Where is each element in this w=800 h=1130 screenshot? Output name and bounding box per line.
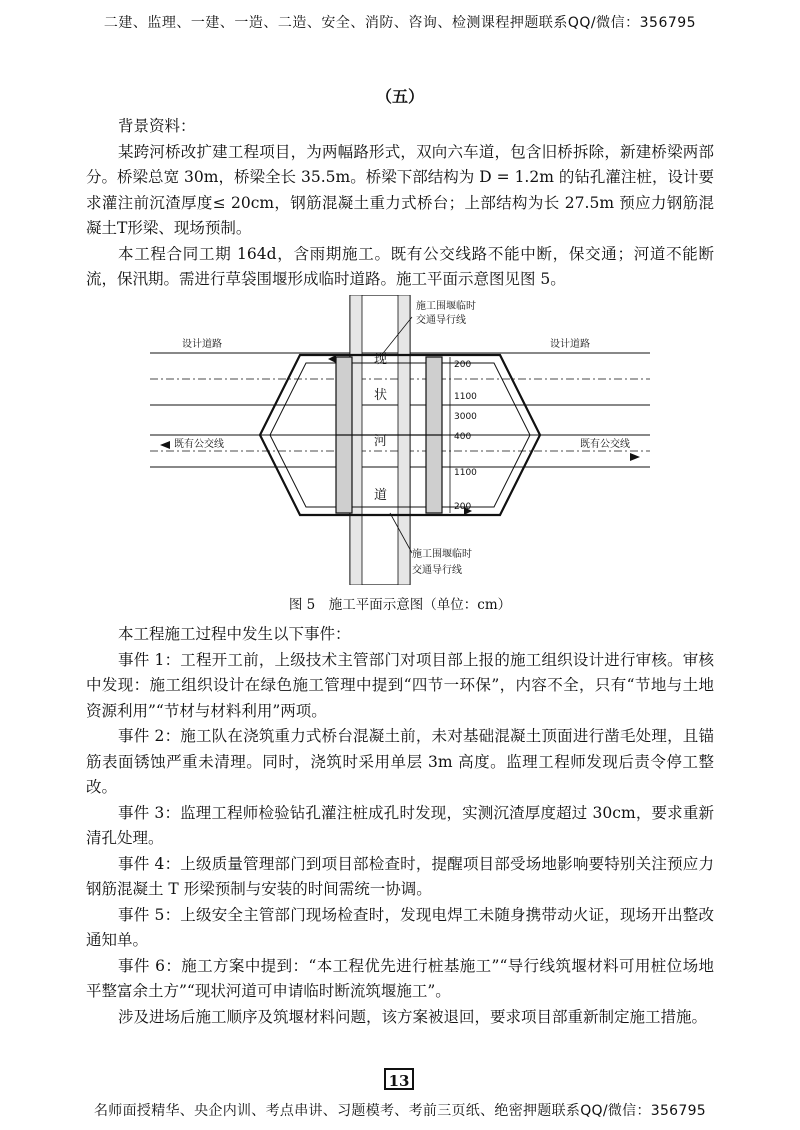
bottom-callout-line2: 交通导行线 [412,565,462,576]
river-bank-right [398,295,410,585]
event-3: 事件 3：监理工程师检验钻孔灌注桩成孔时发现，实测沉渣厚度超过 30cm，要求重新清孔处理。 [86,803,714,847]
events-intro: 本工程施工过程中发生以下事件： [118,625,351,643]
background-paragraph-2: 本工程合同工期 164d，含雨期施工。既有公交线路不能中断，保交通；河道不能断流，保汛期。需进行草袋围堰形成临时道路。施工平面示意图见图 5。 [86,244,714,288]
top-callout-line2: 交通导行线 [416,315,466,326]
background-paragraph-1: 某跨河桥改扩建工程项目，为两幅路形式，双向六车道，包含旧桥拆除，新建桥梁两部分。桥梁总宽 30m，桥梁全长 35.5m。桥梁下部结构为 D = 1.2m 的钻孔灌注桩，设计要求灌注前沉渣厚度≤ 20cm，钢筋混凝土重力式桥台；上部结构为长 27.5m 预应力钢筋混凝土T形梁、现场预制。 [86,142,714,237]
dim-1100-a: 1100 [454,392,477,402]
events-section [86,622,714,1030]
events-closing: 涉及进场后施工顺序及筑堰材料问题，该方案被退回，要求项目部重新制定施工措施。 [118,1007,708,1026]
bus-line-label-left: 既有公交线 [174,439,224,450]
arrow-top-left [328,355,336,363]
bus-line-label-right: 既有公交线 [580,439,630,450]
dim-bottom: 200 [454,502,472,512]
event-2: 事件 2：施工队在浇筑重力式桥台混凝土前，未对基础混凝土顶面进行凿毛处理，且锚筋表面锈蚀严重未清理。同时，浇筑时采用单层 3m 高度。监理工程师发现后责令停工整改。 [86,727,714,796]
bottom-callout-line1: 施工围堰临时 [412,549,472,560]
background-section [86,114,714,293]
event-5: 事件 5：上级安全主管部门现场检查时，发现电焊工未随身携带动火证，现场开出整改通知单。 [86,905,714,949]
river-label-3: 河 [374,434,388,449]
dim-1100-b: 1100 [454,468,477,478]
figure-caption: 图 5 施工平面示意图（单位：cm） [288,597,512,613]
section-title: （五） [375,87,424,106]
dim-400: 400 [454,432,472,442]
event-6: 事件 6：施工方案中提到：“本工程优先进行桩基施工”“导行线筑堰材料可用桩位场地平整富余土方”“现状河道可申请临时断流筑堰施工”。 [86,956,714,1000]
dim-top: 200 [454,360,472,370]
design-road-label-right: 设计道路 [550,339,590,350]
background-label: 背景资料： [118,117,196,135]
event-4: 事件 4：上级质量管理部门到项目部检查时，提醒项目部受场地影响要特别关注预应力钢筋混凝土 T 形梁预制与安装的时间需统一协调。 [86,854,714,898]
event-1: 事件 1：工程开工前，上级技术主管部门对项目部上报的施工组织设计进行审核。审核中发现：施工组织设计在绿色施工管理中提到“四节一环保”，内容不全，只有“节地与土地资源利用”“节材与材料利用”两项。 [86,650,714,720]
river-label-1: 现 [374,352,388,367]
river-label-2: 状 [374,388,388,403]
construction-plan-diagram [140,295,660,585]
dim-3000: 3000 [454,412,477,422]
page-number: 13 [384,1068,414,1090]
design-road-label-left: 设计道路 [182,339,222,350]
top-callout-line1: 施工围堰临时 [416,301,476,312]
arrow-bus-right [630,453,640,461]
arrow-bus-left [160,441,170,449]
river-label-4: 道 [374,488,388,503]
page-footer: 名师面授精华、央企内训、考点串讲、习题模考、考前三页纸、绝密押题联系QQ/微信：356795 [94,1103,706,1119]
page-header: 二建、监理、一建、一造、二造、安全、消防、咨询、检测课程押题联系QQ/微信：356795 [103,15,697,31]
